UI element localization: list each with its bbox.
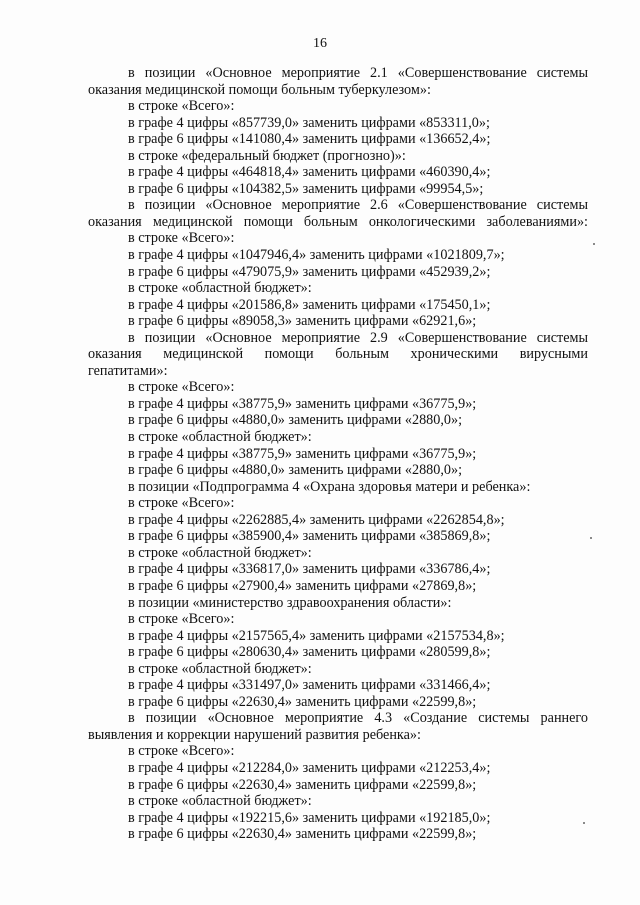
text-line: в графе 4 цифры «857739,0» заменить цифрами «853311,0»; (128, 114, 490, 131)
text-line: оказания медицинской помощи больным онкологическими заболеваниями»: (88, 213, 588, 230)
text-line: в графе 6 цифры «22630,4» заменить цифрами «22599,8»; (128, 776, 477, 793)
text-line: в графе 6 цифры «280630,4» заменить цифрами «280599,8»; (128, 644, 491, 661)
text-line: в графе 6 цифры «385900,4» заменить цифрами «385869,8»; (128, 528, 491, 545)
text-line: в графе 6 цифры «89058,3» заменить цифрами «62921,6»; (128, 313, 477, 330)
text-line: в позиции «Основное мероприятие 2.9 «Совершенствование системы (128, 329, 588, 346)
text-line: в графе 4 цифры «38775,9» заменить цифрами «36775,9»; (128, 395, 477, 412)
text-line: в графе 4 цифры «331497,0» заменить цифрами «331466,4»; (128, 677, 491, 694)
text-line: в графе 6 цифры «22630,4» заменить цифрами «22599,8»; (128, 693, 477, 710)
page-number: 16 (313, 36, 327, 51)
text-line: в строке «областной бюджет»: (128, 660, 312, 677)
text-line: в строке «Всего»: (128, 611, 235, 628)
text-line: в позиции «Подпрограмма 4 «Охрана здоровья матери и ребенка»: (128, 478, 531, 495)
text-line: в графе 6 цифры «27900,4» заменить цифрами «27869,8»; (128, 577, 477, 594)
text-line: в строке «областной бюджет»: (128, 429, 312, 446)
text-line: в графе 4 цифры «38775,9» заменить цифрами «36775,9»; (128, 445, 477, 462)
text-line: в строке «Всего»: (128, 98, 235, 115)
text-line: в графе 4 цифры «2157565,4» заменить цифрами «2157534,8»; (128, 627, 505, 644)
text-line: в графе 4 цифры «1047946,4» заменить цифрами «1021809,7»; (128, 247, 505, 264)
text-line: в графе 6 цифры «104382,5» заменить цифрами «99954,5»; (128, 180, 484, 197)
text-line: в строке «областной бюджет»: (128, 544, 312, 561)
text-line: в графе 6 цифры «141080,4» заменить цифрами «136652,4»; (128, 131, 491, 148)
text-line: гепатитами»: (88, 362, 168, 379)
text-line: в графе 4 цифры «2262885,4» заменить цифрами «2262854,8»; (128, 511, 505, 528)
text-line: оказания медицинской помощи больным хроническими вирусными (88, 346, 588, 363)
text-line: в графе 4 цифры «192215,6» заменить цифрами «192185,0»; (128, 809, 491, 826)
text-line: выявления и коррекции нарушений развития ребенка»: (88, 726, 421, 743)
text-line: в строке «областной бюджет»: (128, 793, 312, 810)
text-line: в строке «федеральный бюджет (прогнозно)»: (128, 147, 406, 164)
text-line: в строке «Всего»: (128, 743, 235, 760)
text-line: в графе 4 цифры «201586,8» заменить цифрами «175450,1»; (128, 296, 491, 313)
document-body (88, 65, 588, 843)
text-line: оказания медицинской помощи больным туберкулезом»: (88, 81, 431, 98)
text-line: в строке «Всего»: (128, 495, 235, 512)
text-line: в позиции «Основное мероприятие 4.3 «Создание системы раннего (128, 710, 588, 727)
text-line: в графе 4 цифры «336817,0» заменить цифрами «336786,4»; (128, 561, 491, 578)
text-line: в графе 6 цифры «4880,0» заменить цифрами «2880,0»; (128, 412, 463, 429)
text-line: в позиции «Основное мероприятие 2.1 «Совершенствование системы (128, 65, 588, 81)
scan-speck (583, 822, 585, 824)
text-line: в графе 6 цифры «479075,9» заменить цифрами «452939,2»; (128, 263, 491, 280)
text-line: в строке «Всего»: (128, 379, 235, 396)
text-line: в строке «областной бюджет»: (128, 280, 312, 297)
text-line: в графе 6 цифры «4880,0» заменить цифрами «2880,0»; (128, 462, 463, 479)
scan-speck (590, 537, 592, 539)
text-line: в позиции «Основное мероприятие 2.6 «Совершенствование системы (128, 197, 588, 214)
scan-speck (593, 243, 595, 245)
text-line: в графе 4 цифры «212284,0» заменить цифрами «212253,4»; (128, 759, 491, 776)
text-line: в строке «Всего»: (128, 230, 235, 247)
text-line: в графе 6 цифры «22630,4» заменить цифрами «22599,8»; (128, 826, 477, 843)
text-line: в графе 4 цифры «464818,4» заменить цифрами «460390,4»; (128, 164, 491, 181)
text-line: в позиции «министерство здравоохранения области»: (128, 594, 452, 611)
